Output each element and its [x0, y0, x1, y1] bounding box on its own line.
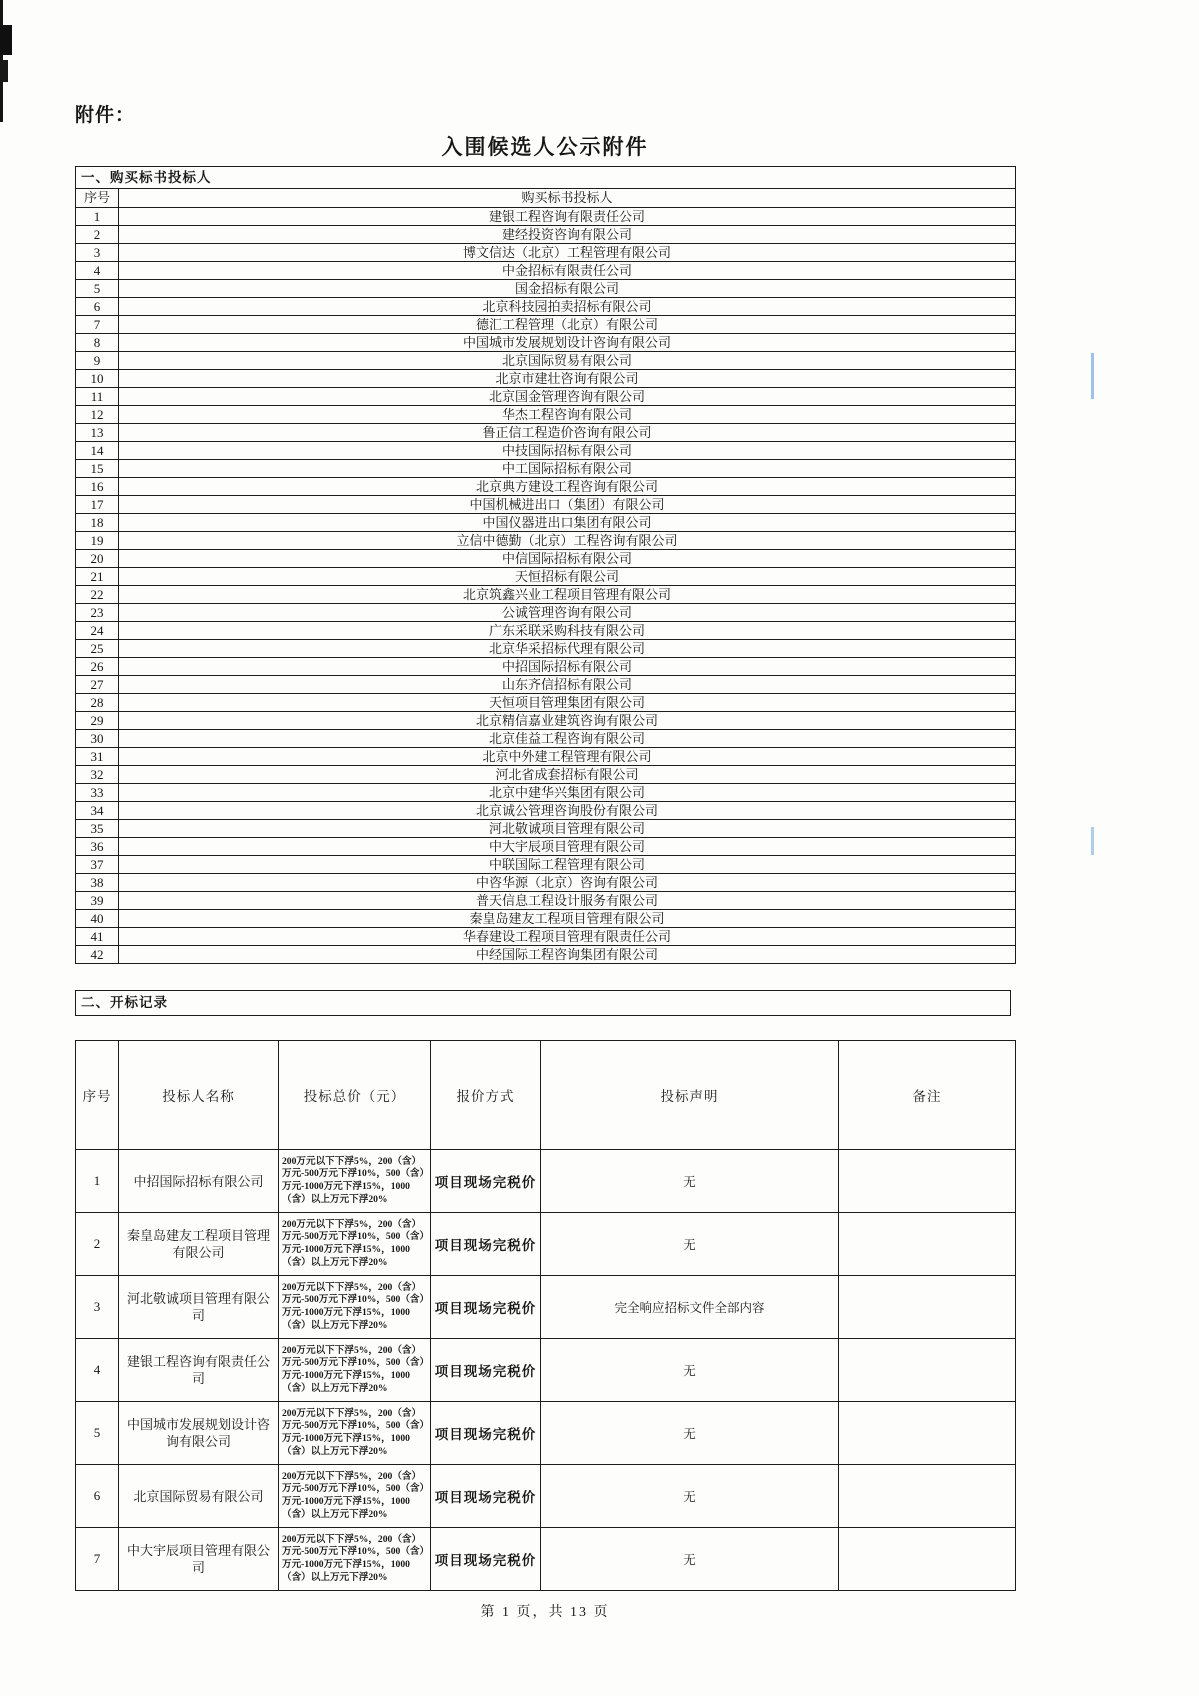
cell-remark — [839, 1402, 1016, 1465]
row-seq: 23 — [76, 604, 119, 622]
row-seq: 4 — [76, 262, 119, 280]
table1-row — [76, 262, 1016, 280]
row-bidder-name: 普天信息工程设计服务有限公司 — [119, 892, 1016, 910]
table1-row — [76, 316, 1016, 334]
table1-section-title: 一、购买标书投标人 — [76, 167, 1016, 189]
row-bidder-name: 北京国金管理咨询有限公司 — [119, 388, 1016, 406]
table1-col-bidder: 购买标书投标人 — [119, 189, 1016, 208]
row-seq: 13 — [76, 424, 119, 442]
row-bidder-name: 北京诚公管理咨询股份有限公司 — [119, 802, 1016, 820]
table1-section-row — [76, 167, 1016, 189]
row-bidder-name: 中联国际工程管理有限公司 — [119, 856, 1016, 874]
cell-name: 建银工程咨询有限责任公司 — [119, 1339, 279, 1402]
row-bidder-name: 博文信达（北京）工程管理有限公司 — [119, 244, 1016, 262]
cell-method: 项目现场完税价 — [431, 1528, 541, 1591]
table2-header-row — [76, 1041, 1016, 1150]
row-bidder-name: 国金招标有限公司 — [119, 280, 1016, 298]
page-footer: 第 1 页，共 13 页 — [480, 1605, 610, 1620]
row-bidder-name: 中技国际招标有限公司 — [119, 442, 1016, 460]
row-seq: 15 — [76, 460, 119, 478]
table1-row — [76, 658, 1016, 676]
cell-price: 200万元以下下浮5%，200（含）万元-500万元下浮10%，500（含）万元-1000万元下浮15%，1000（含）以上万元下浮20% — [279, 1528, 431, 1591]
row-bidder-name: 北京典方建设工程咨询有限公司 — [119, 478, 1016, 496]
row-bidder-name: 中工国际招标有限公司 — [119, 460, 1016, 478]
row-bidder-name: 公诚管理咨询有限公司 — [119, 604, 1016, 622]
cell-remark — [839, 1339, 1016, 1402]
table1-row — [76, 244, 1016, 262]
table2-col-header: 报价方式 — [431, 1041, 541, 1150]
row-seq: 36 — [76, 838, 119, 856]
row-bidder-name: 中国仪器进出口集团有限公司 — [119, 514, 1016, 532]
cell-name: 中招国际招标有限公司 — [119, 1150, 279, 1213]
table1-row — [76, 766, 1016, 784]
table1-row — [76, 802, 1016, 820]
cell-method: 项目现场完税价 — [431, 1150, 541, 1213]
table1-row — [76, 910, 1016, 928]
scan-artifact-left-mark — [0, 25, 12, 55]
cell-method: 项目现场完税价 — [431, 1339, 541, 1402]
row-seq: 11 — [76, 388, 119, 406]
cell-statement: 无 — [541, 1528, 839, 1591]
cell-seq: 5 — [76, 1402, 119, 1465]
row-seq: 42 — [76, 946, 119, 964]
cell-method: 项目现场完税价 — [431, 1465, 541, 1528]
table2-row — [76, 1276, 1016, 1339]
cell-statement: 无 — [541, 1402, 839, 1465]
row-bidder-name: 北京中外建工程管理有限公司 — [119, 748, 1016, 766]
attachment-label: 附件： — [75, 105, 136, 126]
row-bidder-name: 中招国际招标有限公司 — [119, 658, 1016, 676]
row-seq: 3 — [76, 244, 119, 262]
row-seq: 18 — [76, 514, 119, 532]
row-bidder-name: 华杰工程咨询有限公司 — [119, 406, 1016, 424]
cell-price: 200万元以下下浮5%，200（含）万元-500万元下浮10%，500（含）万元-1000万元下浮15%，1000（含）以上万元下浮20% — [279, 1276, 431, 1339]
row-bidder-name: 中国机械进出口（集团）有限公司 — [119, 496, 1016, 514]
row-seq: 25 — [76, 640, 119, 658]
table1-row — [76, 820, 1016, 838]
row-bidder-name: 北京佳益工程咨询有限公司 — [119, 730, 1016, 748]
bidders-table — [75, 166, 1016, 964]
row-bidder-name: 中信国际招标有限公司 — [119, 550, 1016, 568]
cell-statement: 无 — [541, 1339, 839, 1402]
cell-remark — [839, 1213, 1016, 1276]
row-seq: 22 — [76, 586, 119, 604]
cell-method: 项目现场完税价 — [431, 1276, 541, 1339]
row-bidder-name: 北京华采招标代理有限公司 — [119, 640, 1016, 658]
row-bidder-name: 中金招标有限责任公司 — [119, 262, 1016, 280]
row-seq: 1 — [76, 208, 119, 226]
row-bidder-name: 天恒招标有限公司 — [119, 568, 1016, 586]
row-seq: 12 — [76, 406, 119, 424]
table1-row — [76, 550, 1016, 568]
row-bidder-name: 河北敬诚项目管理有限公司 — [119, 820, 1016, 838]
cell-remark — [839, 1528, 1016, 1591]
table1-row — [76, 514, 1016, 532]
scan-artifact-blue-line — [1091, 353, 1094, 399]
cell-seq: 3 — [76, 1276, 119, 1339]
table1-header-row — [76, 189, 1016, 208]
row-bidder-name: 山东齐信招标有限公司 — [119, 676, 1016, 694]
table1-row — [76, 730, 1016, 748]
cell-price: 200万元以下下浮5%，200（含）万元-500万元下浮10%，500（含）万元-1000万元下浮15%，1000（含）以上万元下浮20% — [279, 1213, 431, 1276]
table1-row — [76, 424, 1016, 442]
scan-artifact-left-mark — [0, 60, 8, 82]
row-bidder-name: 北京中建华兴集团有限公司 — [119, 784, 1016, 802]
row-seq: 7 — [76, 316, 119, 334]
cell-name: 秦皇岛建友工程项目管理有限公司 — [119, 1213, 279, 1276]
row-seq: 35 — [76, 820, 119, 838]
table1-row — [76, 334, 1016, 352]
row-seq: 26 — [76, 658, 119, 676]
row-seq: 10 — [76, 370, 119, 388]
cell-method: 项目现场完税价 — [431, 1213, 541, 1276]
cell-price: 200万元以下下浮5%，200（含）万元-500万元下浮10%，500（含）万元-1000万元下浮15%，1000（含）以上万元下浮20% — [279, 1339, 431, 1402]
cell-remark — [839, 1465, 1016, 1528]
table1-row — [76, 496, 1016, 514]
row-seq: 19 — [76, 532, 119, 550]
cell-seq: 7 — [76, 1528, 119, 1591]
table1-row — [76, 532, 1016, 550]
row-bidder-name: 北京市建壮咨询有限公司 — [119, 370, 1016, 388]
row-bidder-name: 立信中德勤（北京）工程咨询有限公司 — [119, 532, 1016, 550]
row-seq: 33 — [76, 784, 119, 802]
row-seq: 9 — [76, 352, 119, 370]
table1-row — [76, 874, 1016, 892]
table1-row — [76, 712, 1016, 730]
table1-row — [76, 208, 1016, 226]
row-seq: 40 — [76, 910, 119, 928]
row-seq: 29 — [76, 712, 119, 730]
table1-row — [76, 370, 1016, 388]
cell-seq: 2 — [76, 1213, 119, 1276]
cell-seq: 6 — [76, 1465, 119, 1528]
table1-row — [76, 388, 1016, 406]
table1-row — [76, 694, 1016, 712]
row-seq: 8 — [76, 334, 119, 352]
bid-opening-table — [75, 1040, 1016, 1591]
table1-row — [76, 748, 1016, 766]
row-bidder-name: 北京精信嘉业建筑咨询有限公司 — [119, 712, 1016, 730]
row-bidder-name: 中咨华源（北京）咨询有限公司 — [119, 874, 1016, 892]
row-seq: 20 — [76, 550, 119, 568]
table2-col-header: 投标人名称 — [119, 1041, 279, 1150]
table1-row — [76, 280, 1016, 298]
row-seq: 6 — [76, 298, 119, 316]
row-bidder-name: 秦皇岛建友工程项目管理有限公司 — [119, 910, 1016, 928]
row-seq: 39 — [76, 892, 119, 910]
row-seq: 14 — [76, 442, 119, 460]
table1-row — [76, 622, 1016, 640]
table1-row — [76, 442, 1016, 460]
table2-row — [76, 1213, 1016, 1276]
cell-seq: 1 — [76, 1150, 119, 1213]
table1-row — [76, 892, 1016, 910]
table1-row — [76, 604, 1016, 622]
row-bidder-name: 中国城市发展规划设计咨询有限公司 — [119, 334, 1016, 352]
row-seq: 17 — [76, 496, 119, 514]
row-bidder-name: 广东采联采购科技有限公司 — [119, 622, 1016, 640]
table1-col-seq: 序号 — [76, 189, 119, 208]
cell-remark — [839, 1150, 1016, 1213]
table1-row — [76, 856, 1016, 874]
cell-name: 中大宇辰项目管理有限公司 — [119, 1528, 279, 1591]
cell-name: 河北敬诚项目管理有限公司 — [119, 1276, 279, 1339]
row-seq: 38 — [76, 874, 119, 892]
cell-remark — [839, 1276, 1016, 1339]
row-seq: 28 — [76, 694, 119, 712]
table2-row — [76, 1150, 1016, 1213]
page-title: 入围候选人公示附件 — [441, 135, 649, 159]
cell-seq: 4 — [76, 1339, 119, 1402]
cell-statement: 无 — [541, 1465, 839, 1528]
table1-row — [76, 784, 1016, 802]
row-seq: 5 — [76, 280, 119, 298]
cell-name: 中国城市发展规划设计咨询有限公司 — [119, 1402, 279, 1465]
row-bidder-name: 建银工程咨询有限责任公司 — [119, 208, 1016, 226]
row-bidder-name: 德汇工程管理（北京）有限公司 — [119, 316, 1016, 334]
row-seq: 31 — [76, 748, 119, 766]
row-bidder-name: 天恒项目管理集团有限公司 — [119, 694, 1016, 712]
table1-row — [76, 460, 1016, 478]
table2-row — [76, 1465, 1016, 1528]
row-seq: 30 — [76, 730, 119, 748]
row-seq: 32 — [76, 766, 119, 784]
cell-price: 200万元以下下浮5%，200（含）万元-500万元下浮10%，500（含）万元-1000万元下浮15%，1000（含）以上万元下浮20% — [279, 1465, 431, 1528]
cell-statement: 无 — [541, 1150, 839, 1213]
table2-row — [76, 1339, 1016, 1402]
table2-col-header: 序号 — [76, 1041, 119, 1150]
row-bidder-name: 北京国际贸易有限公司 — [119, 352, 1016, 370]
row-bidder-name: 北京科技园拍卖招标有限公司 — [119, 298, 1016, 316]
table2-col-header: 投标总价（元） — [279, 1041, 431, 1150]
table1-row — [76, 478, 1016, 496]
table1-row — [76, 838, 1016, 856]
row-seq: 34 — [76, 802, 119, 820]
cell-price: 200万元以下下浮5%，200（含）万元-500万元下浮10%，500（含）万元-1000万元下浮15%，1000（含）以上万元下浮20% — [279, 1402, 431, 1465]
row-bidder-name: 中经国际工程咨询集团有限公司 — [119, 946, 1016, 964]
table1-row — [76, 352, 1016, 370]
row-seq: 37 — [76, 856, 119, 874]
cell-statement: 无 — [541, 1213, 839, 1276]
table2-col-header: 投标声明 — [541, 1041, 839, 1150]
row-seq: 27 — [76, 676, 119, 694]
table2-row — [76, 1402, 1016, 1465]
row-seq: 16 — [76, 478, 119, 496]
table1-row — [76, 586, 1016, 604]
table1-row — [76, 928, 1016, 946]
table1-row — [76, 406, 1016, 424]
table1-row — [76, 226, 1016, 244]
table1-row — [76, 568, 1016, 586]
row-bidder-name: 建经投资咨询有限公司 — [119, 226, 1016, 244]
cell-name: 北京国际贸易有限公司 — [119, 1465, 279, 1528]
table1-row — [76, 946, 1016, 964]
table1-row — [76, 298, 1016, 316]
cell-statement: 完全响应招标文件全部内容 — [541, 1276, 839, 1339]
row-seq: 41 — [76, 928, 119, 946]
table2-row — [76, 1528, 1016, 1591]
row-seq: 21 — [76, 568, 119, 586]
scan-artifact-blue-line — [1091, 827, 1094, 855]
row-bidder-name: 华春建设工程项目管理有限责任公司 — [119, 928, 1016, 946]
row-bidder-name: 鲁正信工程造价咨询有限公司 — [119, 424, 1016, 442]
cell-method: 项目现场完税价 — [431, 1402, 541, 1465]
table2-section-title: 二、开标记录 — [75, 990, 1011, 1016]
row-bidder-name: 北京筑鑫兴业工程项目管理有限公司 — [119, 586, 1016, 604]
table1-row — [76, 640, 1016, 658]
row-bidder-name: 河北省成套招标有限公司 — [119, 766, 1016, 784]
row-seq: 2 — [76, 226, 119, 244]
table1-row — [76, 676, 1016, 694]
row-bidder-name: 中大宇辰项目管理有限公司 — [119, 838, 1016, 856]
row-seq: 24 — [76, 622, 119, 640]
cell-price: 200万元以下下浮5%，200（含）万元-500万元下浮10%，500（含）万元-1000万元下浮15%，1000（含）以上万元下浮20% — [279, 1150, 431, 1213]
table2-col-header: 备注 — [839, 1041, 1016, 1150]
